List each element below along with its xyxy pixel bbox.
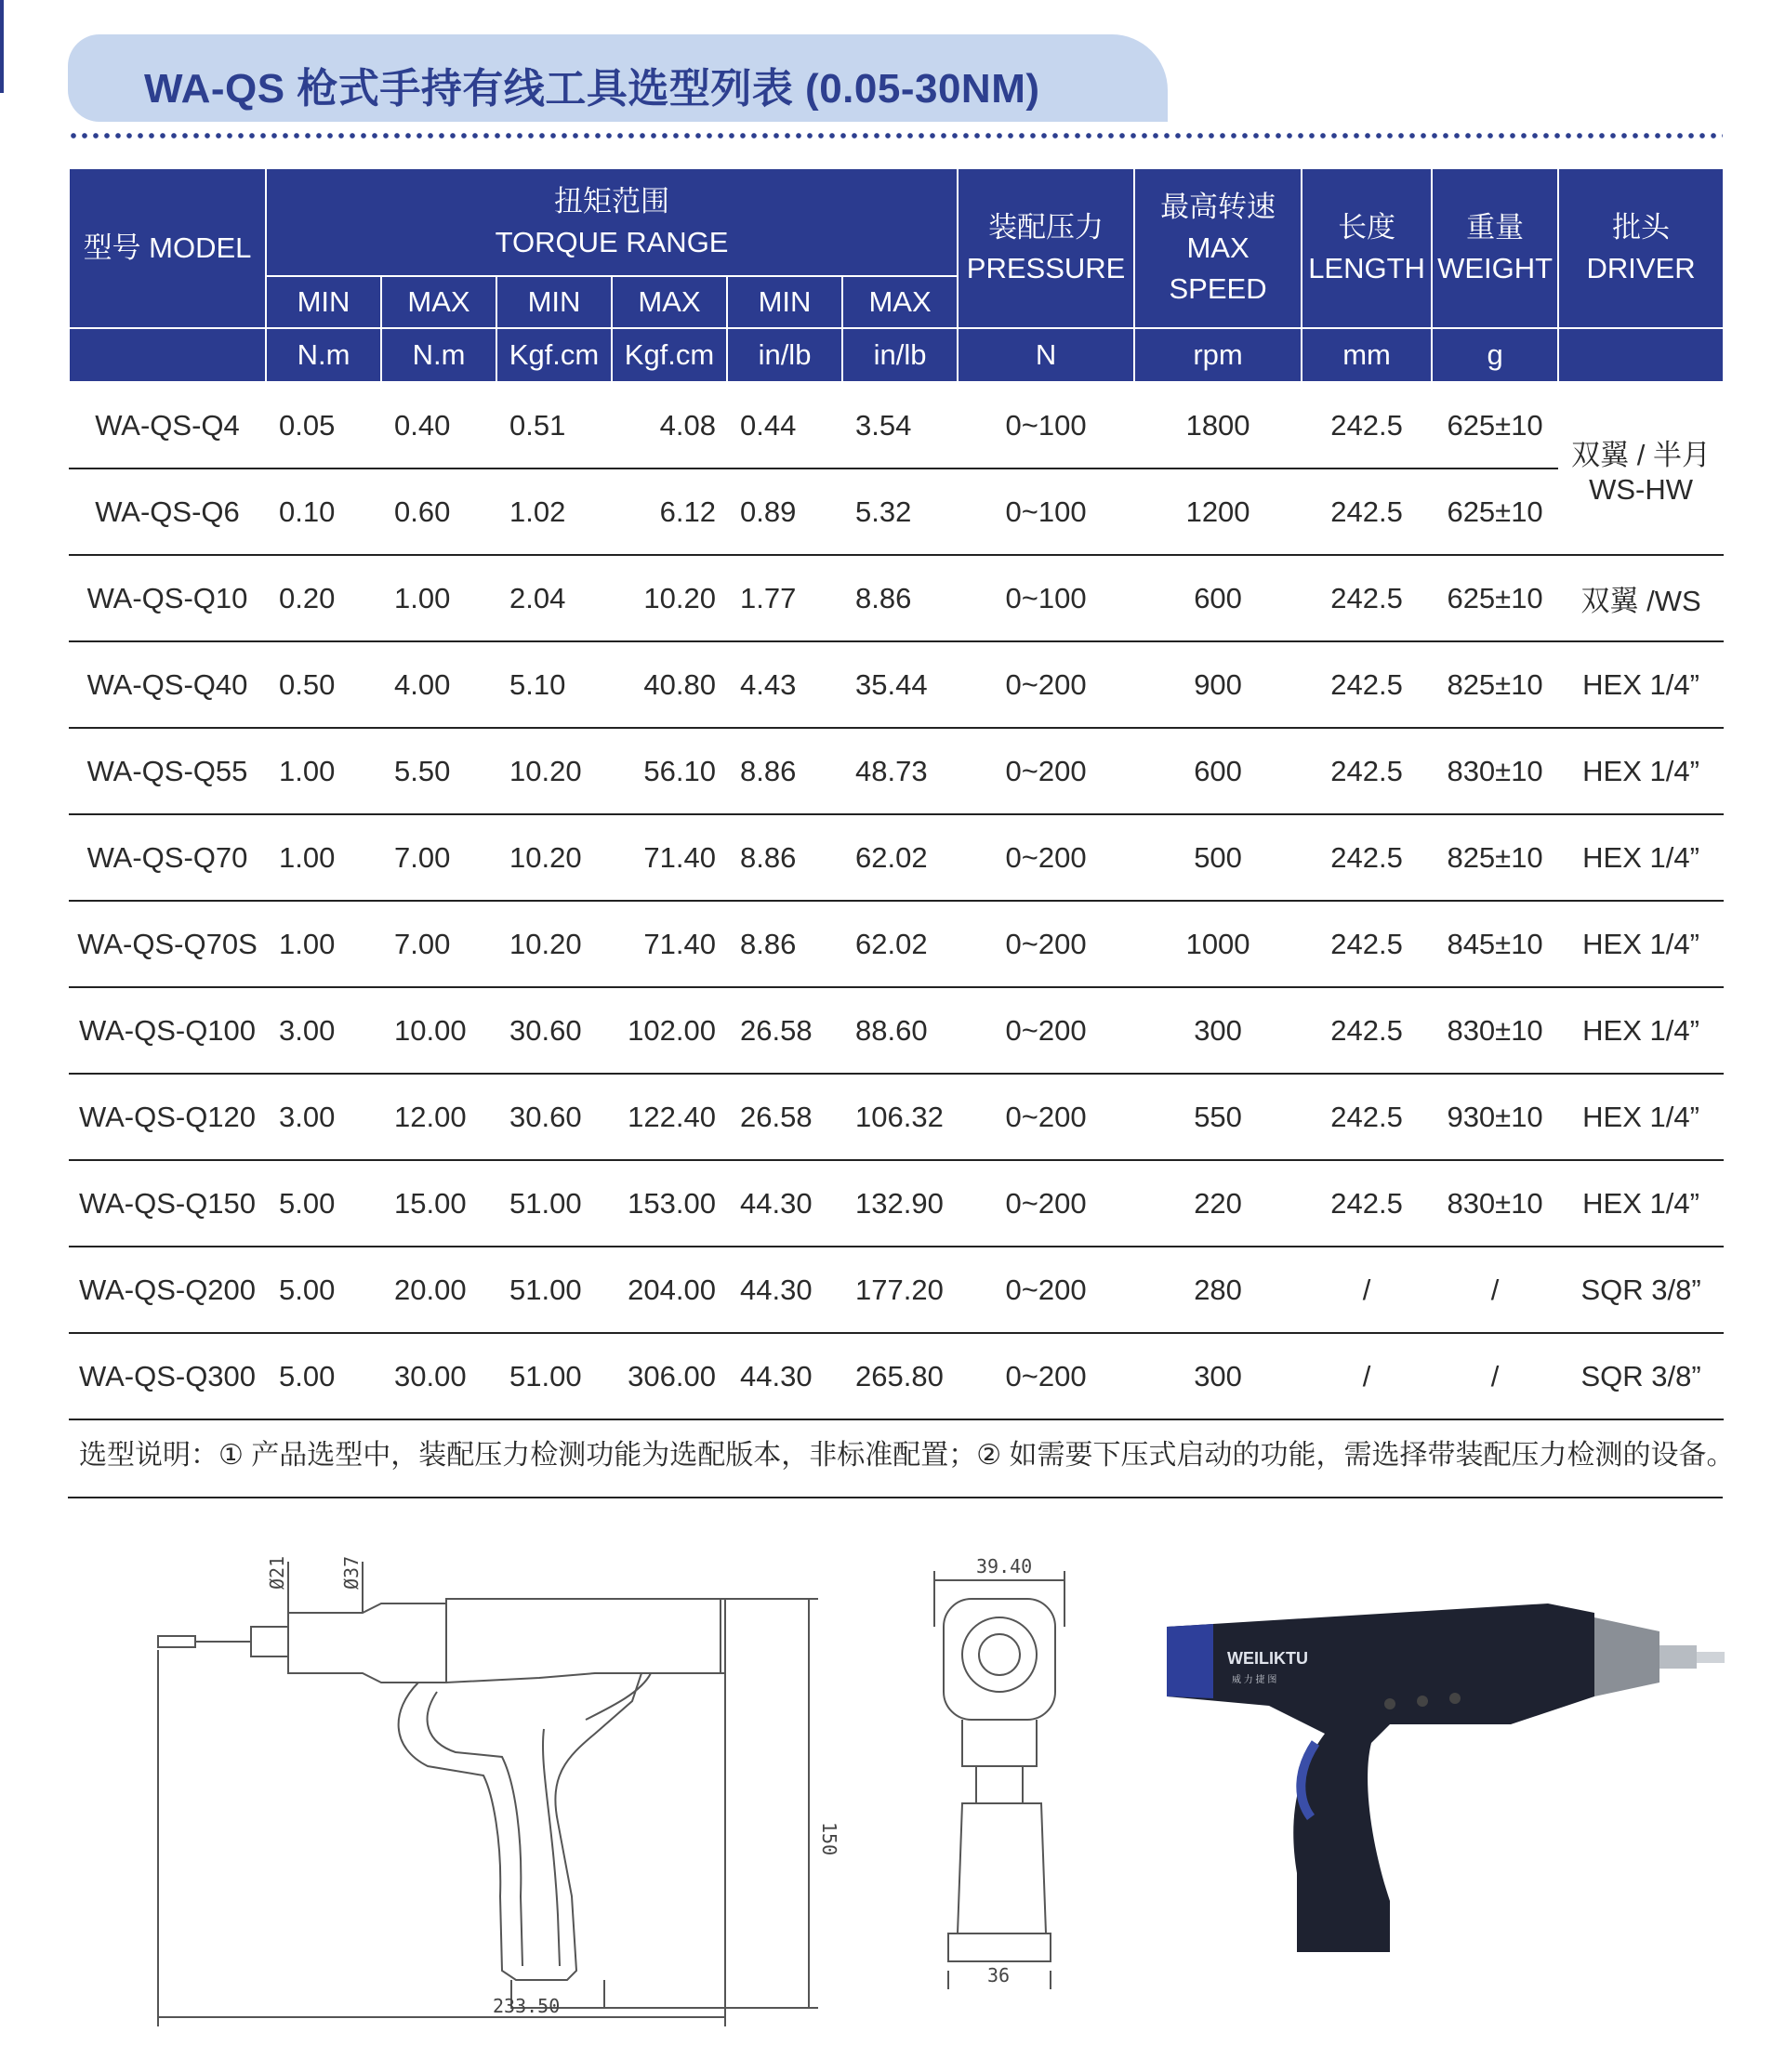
cell-length: 242.5 (1302, 555, 1432, 641)
cell-inlb-max: 62.02 (842, 901, 958, 987)
cell-weight: 930±10 (1432, 1074, 1558, 1160)
header-pressure (958, 168, 1134, 328)
cell-inlb-min: 0.89 (727, 469, 842, 555)
cell-kgf-min: 51.00 (496, 1333, 612, 1419)
cell-inlb-max: 88.60 (842, 987, 958, 1074)
table-row (69, 1160, 1724, 1247)
unit-inlb-min: in/lb (727, 328, 842, 382)
cell-speed: 220 (1134, 1160, 1302, 1247)
driver-merged-line2: WS-HW (1589, 472, 1694, 506)
cell-model: WA-QS-Q40 (69, 641, 266, 728)
driver-merged-line1: 双翼 / 半月 (1571, 438, 1711, 471)
cell-kgf-max: 10.20 (612, 555, 727, 641)
header-driver (1558, 168, 1724, 328)
cell-inlb-max: 106.32 (842, 1074, 958, 1160)
header-model-unit (69, 328, 266, 382)
cell-nm-max: 20.00 (381, 1247, 496, 1333)
cell-weight: 830±10 (1432, 728, 1558, 814)
table-row (69, 901, 1724, 987)
cell-nm-max: 10.00 (381, 987, 496, 1074)
cell-pressure: 0~200 (958, 1074, 1134, 1160)
header-length (1302, 168, 1432, 328)
page-edge-marker (0, 0, 4, 93)
cell-length: 242.5 (1302, 1160, 1432, 1247)
dimension-length: 233.50 (493, 1995, 561, 2017)
cell-kgf-min: 2.04 (496, 555, 612, 641)
cell-kgf-max: 71.40 (612, 901, 727, 987)
header-length-cn: 长度 (1338, 211, 1396, 244)
note-divider (68, 1497, 1723, 1498)
cell-model: WA-QS-Q55 (69, 728, 266, 814)
cell-kgf-max: 102.00 (612, 987, 727, 1074)
cell-pressure: 0~100 (958, 469, 1134, 555)
cell-kgf-min: 51.00 (496, 1247, 612, 1333)
cell-speed: 900 (1134, 641, 1302, 728)
cell-length: 242.5 (1302, 641, 1432, 728)
cell-model: WA-QS-Q70 (69, 814, 266, 901)
cell-model: WA-QS-Q6 (69, 469, 266, 555)
cell-nm-max: 7.00 (381, 901, 496, 987)
cell-length: / (1302, 1247, 1432, 1333)
cell-kgf-max: 4.08 (612, 382, 727, 469)
cell-speed: 280 (1134, 1247, 1302, 1333)
header-kgf-min: MIN (496, 276, 612, 328)
cell-driver: SQR 3/8” (1558, 1333, 1724, 1419)
header-inlb-max: MAX (842, 276, 958, 328)
cell-speed: 300 (1134, 987, 1302, 1074)
cell-speed: 600 (1134, 728, 1302, 814)
unit-speed: rpm (1134, 328, 1302, 382)
cell-kgf-min: 5.10 (496, 641, 612, 728)
cell-nm-min: 0.50 (266, 641, 381, 728)
cell-inlb-min: 8.86 (727, 814, 842, 901)
header-torque-cn: 扭矩范围 (554, 185, 670, 218)
table-row (69, 814, 1724, 901)
cell-weight: / (1432, 1333, 1558, 1419)
cell-length: / (1302, 1333, 1432, 1419)
header-torque (266, 168, 958, 276)
cell-nm-min: 5.00 (266, 1333, 381, 1419)
cell-nm-min: 3.00 (266, 1074, 381, 1160)
dimension-dia-small: Ø21 (266, 1555, 288, 1590)
cell-nm-min: 1.00 (266, 901, 381, 987)
cell-kgf-max: 204.00 (612, 1247, 727, 1333)
cell-nm-min: 1.00 (266, 728, 381, 814)
table-row (69, 1247, 1724, 1333)
header-model: 型号 MODEL (69, 168, 266, 328)
cell-pressure: 0~200 (958, 1247, 1134, 1333)
cell-model: WA-QS-Q200 (69, 1247, 266, 1333)
header-speed (1134, 168, 1302, 328)
cell-pressure: 0~200 (958, 814, 1134, 901)
header-nm-max: MAX (381, 276, 496, 328)
table-row (69, 555, 1724, 641)
cell-inlb-max: 8.86 (842, 555, 958, 641)
product-logo-sub: 威 力 捷 图 (1232, 1675, 1277, 1685)
unit-weight: g (1432, 328, 1558, 382)
table-row (69, 469, 1724, 555)
header-weight (1432, 168, 1558, 328)
cell-pressure: 0~200 (958, 1333, 1134, 1419)
cell-driver: HEX 1/4” (1558, 641, 1724, 728)
dimension-front-width: 39.40 (976, 1555, 1033, 1577)
cell-pressure: 0~100 (958, 382, 1134, 469)
cell-nm-max: 0.40 (381, 382, 496, 469)
header-kgf-max: MAX (612, 276, 727, 328)
cell-pressure: 0~200 (958, 728, 1134, 814)
dimension-height: 150 (818, 1822, 840, 1856)
table-row (69, 987, 1724, 1074)
cell-weight: 830±10 (1432, 1160, 1558, 1247)
cell-nm-min: 3.00 (266, 987, 381, 1074)
table-row (69, 1074, 1724, 1160)
dimension-front-base: 36 (987, 1964, 1011, 1986)
cell-nm-max: 7.00 (381, 814, 496, 901)
cell-inlb-min: 26.58 (727, 1074, 842, 1160)
header-torque-en: TORQUE RANGE (495, 226, 729, 258)
cell-kgf-min: 1.02 (496, 469, 612, 555)
unit-nm-max: N.m (381, 328, 496, 382)
header-speed-en: MAX SPEED (1169, 231, 1267, 305)
cell-kgf-max: 56.10 (612, 728, 727, 814)
header-length-en: LENGTH (1308, 252, 1425, 284)
unit-length: mm (1302, 328, 1432, 382)
table-body (69, 382, 1724, 1419)
unit-driver (1558, 328, 1724, 382)
cell-inlb-min: 8.86 (727, 901, 842, 987)
title-banner (68, 34, 1168, 122)
cell-length: 242.5 (1302, 728, 1432, 814)
cell-kgf-min: 0.51 (496, 382, 612, 469)
side-view-drawing (149, 1543, 855, 2026)
cell-driver: HEX 1/4” (1558, 901, 1724, 987)
cell-speed: 1800 (1134, 382, 1302, 469)
table-row (69, 382, 1724, 469)
cell-inlb-min: 44.30 (727, 1333, 842, 1419)
product-photo (1157, 1594, 1734, 1966)
cell-nm-max: 1.00 (381, 555, 496, 641)
dimension-dia-large: Ø37 (340, 1555, 363, 1590)
cell-inlb-min: 4.43 (727, 641, 842, 728)
cell-length: 242.5 (1302, 469, 1432, 555)
cell-length: 242.5 (1302, 382, 1432, 469)
cell-kgf-max: 306.00 (612, 1333, 727, 1419)
cell-weight: 825±10 (1432, 814, 1558, 901)
cell-nm-max: 30.00 (381, 1333, 496, 1419)
header-pressure-en: PRESSURE (966, 252, 1126, 284)
cell-driver: HEX 1/4” (1558, 728, 1724, 814)
cell-kgf-min: 10.20 (496, 728, 612, 814)
cell-inlb-max: 5.32 (842, 469, 958, 555)
cell-kgf-max: 40.80 (612, 641, 727, 728)
table-row (69, 728, 1724, 814)
cell-pressure: 0~100 (958, 555, 1134, 641)
cell-kgf-max: 122.40 (612, 1074, 727, 1160)
cell-length: 242.5 (1302, 1074, 1432, 1160)
header-speed-cn: 最高转速 (1160, 191, 1276, 223)
header-weight-en: WEIGHT (1437, 252, 1554, 284)
cell-weight: 830±10 (1432, 987, 1558, 1074)
cell-weight: 845±10 (1432, 901, 1558, 987)
cell-inlb-max: 177.20 (842, 1247, 958, 1333)
cell-inlb-min: 8.86 (727, 728, 842, 814)
cell-nm-max: 0.60 (381, 469, 496, 555)
cell-nm-min: 0.20 (266, 555, 381, 641)
cell-inlb-min: 44.30 (727, 1160, 842, 1247)
selection-note: 选型说明：① 产品选型中，装配压力检测功能为选配版本，非标准配置；② 如需要下压式启动的功能，需选择带装配压力检测的设备。 (79, 1440, 1735, 1471)
table-row (69, 641, 1724, 728)
cell-weight: 625±10 (1432, 469, 1558, 555)
unit-nm-min: N.m (266, 328, 381, 382)
cell-model: WA-QS-Q120 (69, 1074, 266, 1160)
cell-nm-min: 0.05 (266, 382, 381, 469)
cell-nm-min: 5.00 (266, 1247, 381, 1333)
cell-length: 242.5 (1302, 901, 1432, 987)
cell-kgf-min: 10.20 (496, 814, 612, 901)
product-logo: WEILIKTU (1227, 1649, 1308, 1668)
cell-nm-min: 1.00 (266, 814, 381, 901)
header-nm-min: MIN (266, 276, 381, 328)
cell-driver: SQR 3/8” (1558, 1247, 1724, 1333)
cell-weight: 825±10 (1432, 641, 1558, 728)
cell-nm-max: 4.00 (381, 641, 496, 728)
cell-model: WA-QS-Q100 (69, 987, 266, 1074)
cell-driver: HEX 1/4” (1558, 814, 1724, 901)
cell-speed: 300 (1134, 1333, 1302, 1419)
cell-inlb-min: 0.44 (727, 382, 842, 469)
dotted-divider (68, 131, 1723, 140)
cell-driver: 双翼 /WS (1558, 555, 1724, 641)
cell-model: WA-QS-Q10 (69, 555, 266, 641)
table-header (69, 168, 1724, 382)
cell-length: 242.5 (1302, 814, 1432, 901)
header-inlb-min: MIN (727, 276, 842, 328)
cell-kgf-max: 6.12 (612, 469, 727, 555)
header-pressure-cn: 装配压力 (988, 211, 1104, 244)
cell-kgf-max: 71.40 (612, 814, 727, 901)
cell-model: WA-QS-Q150 (69, 1160, 266, 1247)
cell-inlb-min: 1.77 (727, 555, 842, 641)
cell-driver: HEX 1/4” (1558, 987, 1724, 1074)
unit-kgf-min: Kgf.cm (496, 328, 612, 382)
cell-model: WA-QS-Q4 (69, 382, 266, 469)
cell-kgf-min: 30.60 (496, 1074, 612, 1160)
header-driver-cn: 批头 (1612, 211, 1671, 244)
cell-nm-max: 15.00 (381, 1160, 496, 1247)
cell-nm-max: 5.50 (381, 728, 496, 814)
spec-table (68, 167, 1725, 1420)
cell-length: 242.5 (1302, 987, 1432, 1074)
cell-model: WA-QS-Q70S (69, 901, 266, 987)
cell-kgf-min: 30.60 (496, 987, 612, 1074)
cell-speed: 600 (1134, 555, 1302, 641)
cell-inlb-max: 48.73 (842, 728, 958, 814)
cell-driver-merged (1558, 382, 1724, 555)
cell-inlb-max: 265.80 (842, 1333, 958, 1419)
cell-pressure: 0~200 (958, 641, 1134, 728)
cell-speed: 1200 (1134, 469, 1302, 555)
page-title: WA-QS 枪式手持有线工具选型列表 (0.05-30NM) (144, 66, 1040, 112)
cell-kgf-min: 10.20 (496, 901, 612, 987)
header-driver-en: DRIVER (1586, 252, 1696, 284)
cell-weight: / (1432, 1247, 1558, 1333)
cell-nm-max: 12.00 (381, 1074, 496, 1160)
cell-inlb-max: 35.44 (842, 641, 958, 728)
cell-nm-min: 5.00 (266, 1160, 381, 1247)
cell-weight: 625±10 (1432, 382, 1558, 469)
cell-inlb-max: 62.02 (842, 814, 958, 901)
cell-pressure: 0~200 (958, 1160, 1134, 1247)
unit-pressure: N (958, 328, 1134, 382)
cell-kgf-min: 51.00 (496, 1160, 612, 1247)
cell-inlb-min: 26.58 (727, 987, 842, 1074)
cell-inlb-min: 44.30 (727, 1247, 842, 1333)
unit-inlb-max: in/lb (842, 328, 958, 382)
cell-model: WA-QS-Q300 (69, 1333, 266, 1419)
unit-kgf-max: Kgf.cm (612, 328, 727, 382)
cell-kgf-max: 153.00 (612, 1160, 727, 1247)
cell-pressure: 0~200 (958, 987, 1134, 1074)
cell-nm-min: 0.10 (266, 469, 381, 555)
cell-speed: 550 (1134, 1074, 1302, 1160)
cell-inlb-max: 3.54 (842, 382, 958, 469)
cell-driver: HEX 1/4” (1558, 1160, 1724, 1247)
front-view-drawing (920, 1543, 1088, 1989)
cell-pressure: 0~200 (958, 901, 1134, 987)
cell-weight: 625±10 (1432, 555, 1558, 641)
table-row (69, 1333, 1724, 1419)
cell-driver: HEX 1/4” (1558, 1074, 1724, 1160)
cell-inlb-max: 132.90 (842, 1160, 958, 1247)
cell-speed: 500 (1134, 814, 1302, 901)
header-weight-cn: 重量 (1466, 211, 1525, 244)
cell-speed: 1000 (1134, 901, 1302, 987)
